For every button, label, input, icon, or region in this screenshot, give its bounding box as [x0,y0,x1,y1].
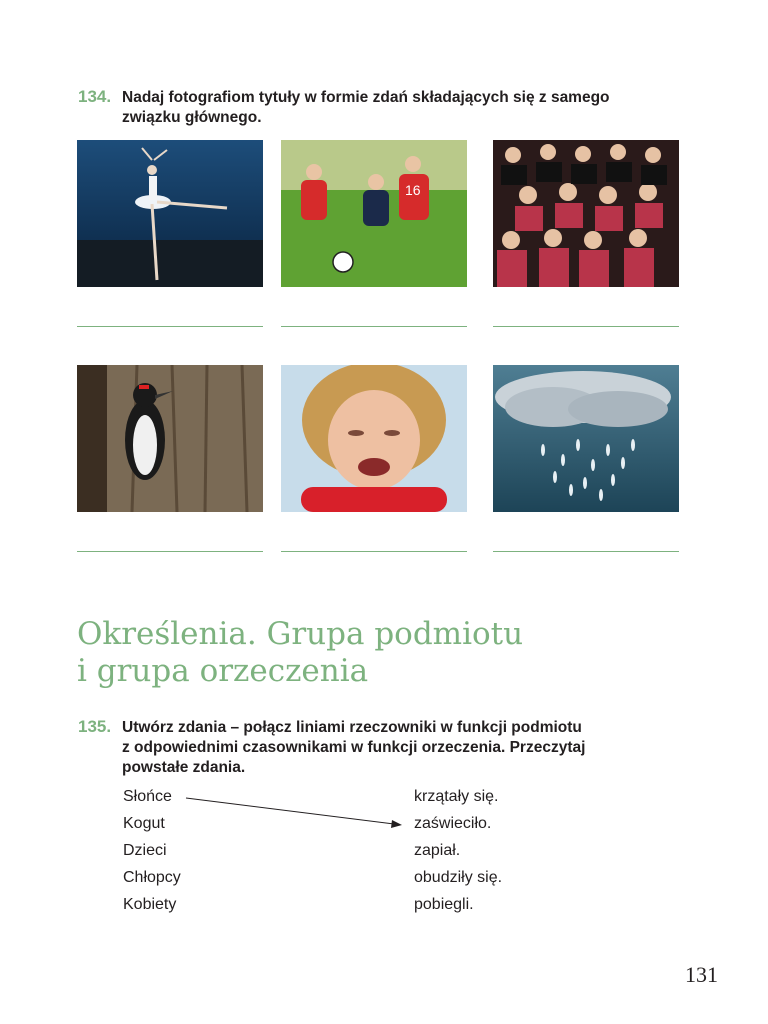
woodpecker-on-tree-photo [77,365,263,512]
exercise-134-instruction-line2: związku głównego. [122,109,262,126]
answer-line-6[interactable] [493,551,679,552]
subject-word[interactable]: Słońce [123,788,172,805]
predicate-word[interactable]: zaświeciło. [414,815,492,832]
predicate-word[interactable]: obudziły się. [414,869,503,886]
answer-line-5[interactable] [281,551,467,552]
boys-playing-football-photo [281,140,467,287]
exercise-135-number: 135. [78,717,112,736]
subject-word[interactable]: Chłopcy [123,869,181,886]
subject-word[interactable]: Kobiety [123,896,177,913]
answer-line-1[interactable] [77,326,263,327]
predicate-word[interactable]: zapiał. [414,842,461,859]
answer-line-3[interactable] [493,326,679,327]
exercise-135-instruction-line1: Utwórz zdania – połącz liniami rzeczowniki w funkcji podmiotu [122,719,582,736]
ballerina-photo [77,140,263,287]
page-number: 131 [685,962,718,987]
exercise-134-number: 134. [78,87,112,106]
subject-word[interactable]: Dzieci [123,842,167,859]
subject-word[interactable]: Kogut [123,815,165,832]
exercise-135-instruction-line2: z odpowiednimi czasownikami w funkcji orzeczenia. Przeczytaj [122,739,586,756]
crying-child-photo [281,365,467,512]
choir-singing-photo [493,140,679,287]
answer-line-2[interactable] [281,326,467,327]
section-title-line2: i grupa orzeczenia [77,653,369,689]
predicate-word[interactable]: pobiegli. [414,896,474,913]
rain-cloud-photo [493,365,679,512]
exercise-134-instruction-line1: Nadaj fotografiom tytuły w formie zdań składających się z samego [122,89,610,106]
answer-line-4[interactable] [77,551,263,552]
exercise-135-instruction-line3: powstałe zdania. [122,759,246,776]
section-title-line1: Określenia. Grupa podmiotu [77,616,524,652]
section-title [77,616,523,690]
svg-text:16: 16 [405,182,421,198]
predicate-word[interactable]: krzątały się. [414,788,499,805]
